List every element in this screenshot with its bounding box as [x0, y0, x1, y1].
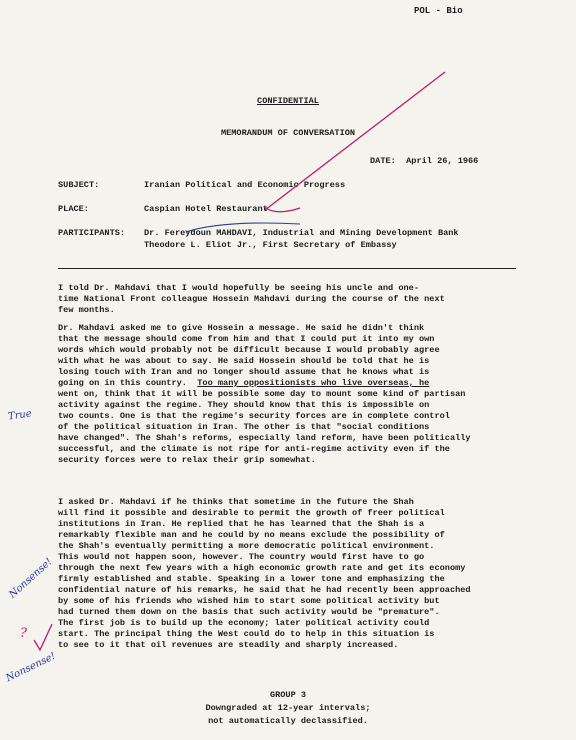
participant-1: Dr. Fereydoun MAHDAVI, Industrial and Mining Development Bank: [144, 228, 459, 238]
text-line: firmly established and stable. Speaking in a lower tone and emphasizing the: [58, 574, 445, 584]
text-line: activity against the regime. They should know that this is impossible on: [58, 400, 430, 410]
text-line: confidential nature of his remarks, he said that he had recently been approached: [58, 585, 471, 595]
place-label: PLACE:: [58, 204, 89, 214]
text-line: I asked Dr. Mahdavi if he thinks that sometime in the future the Shah: [58, 497, 414, 507]
footer-declassify: not automatically declassified.: [208, 716, 368, 726]
text-line: will find it possible and desirable to permit the growth of freer political: [58, 508, 445, 518]
place-value: Caspian Hotel Restaurant: [144, 204, 268, 214]
text-line: of the political situation in Iran. The other is that "social conditions: [58, 422, 430, 432]
text-line: start. The principal thing the West could do to help in this situation is: [58, 629, 435, 639]
margin-note-question: ?: [20, 626, 27, 641]
text-segment: going on in this country.: [58, 378, 187, 388]
participants-label: PARTICIPANTS:: [58, 228, 126, 238]
date-label: DATE:: [370, 156, 396, 166]
blue-ink-underline: [186, 223, 300, 232]
footer-downgrade: Downgraded at 12-year intervals;: [205, 703, 371, 713]
text-line: I told Dr. Mahdavi that I would hopefully be seeing his uncle and one-: [58, 283, 419, 293]
classification-label: CONFIDENTIAL: [257, 96, 319, 106]
document-title: MEMORANDUM OF CONVERSATION: [220, 128, 356, 138]
text-line: to see to it that oil revenues are steadily and sharply increased.: [58, 640, 399, 650]
text-line: went on, think that it will be possible some day to mount some kind of partisan: [58, 389, 466, 399]
text-line: security forces were to relax their grip somewhat.: [58, 455, 316, 465]
margin-note-nonsense-2: Nonsense!: [4, 650, 58, 685]
margin-note-nonsense-1: Nonsense!: [7, 556, 55, 601]
text-line: institutions in Iran. He replied that he has learned that the Shah is a: [58, 519, 425, 529]
text-line: remarkably flexible man and he could by no means exclude the possibility of: [58, 530, 445, 540]
check-mark-icon: [34, 624, 52, 650]
file-reference: POL - Bio: [414, 6, 463, 16]
text-line: that the message should come from him and that I could put it into my own: [58, 334, 435, 344]
text-line: two counts. One is that the regime's security forces are in complete control: [58, 411, 450, 421]
text-line: time National Front colleague Hossein Mahdavi during the course of the next: [58, 294, 445, 304]
participant-2: Theodore L. Eliot Jr., First Secretary of Embassy: [144, 240, 397, 250]
text-line: words which would probably not be difficult because I would probably agree: [58, 345, 440, 355]
footer-group: GROUP 3: [269, 690, 307, 700]
underlined-phrase: Too many oppositionists who live overseas, he: [197, 378, 430, 388]
pink-pen-stroke: [265, 72, 445, 210]
text-line: have changed". The Shah's reforms, especially land reform, have been politically: [58, 433, 471, 443]
text-line: through the next few years with a high economic growth rate and get its economy: [58, 563, 466, 573]
pink-pen-hook: [264, 207, 300, 212]
text-line: few months.: [58, 305, 115, 315]
text-line: with what he was about to say. He said Hossein should be told that he is: [58, 356, 430, 366]
text-line: successful, and the climate is not ripe for anti-regime activity even if the: [58, 444, 450, 454]
subject-label: SUBJECT:: [58, 180, 100, 190]
text-line: The first job is to build up the economy; later political activity could: [58, 618, 430, 628]
margin-note-true: True: [7, 408, 33, 423]
subject-value: Iranian Political and Economic Progress: [144, 180, 346, 190]
text-line: losing touch with Iran and no longer should assume that he knows what is: [58, 367, 430, 377]
text-line: had turned them down on the basis that such activity would be "premature".: [58, 607, 440, 617]
text-line: by some of his friends who wished him to start some political activity but: [58, 596, 440, 606]
text-line: Dr. Mahdavi asked me to give Hossein a message. He said he didn't think: [58, 323, 425, 333]
text-line: the Shah's eventually permitting a more democratic political environment.: [58, 541, 435, 551]
text-line: This would not happen soon, however. The country would first have to go: [58, 552, 425, 562]
date-value: April 26, 1966: [406, 156, 479, 166]
